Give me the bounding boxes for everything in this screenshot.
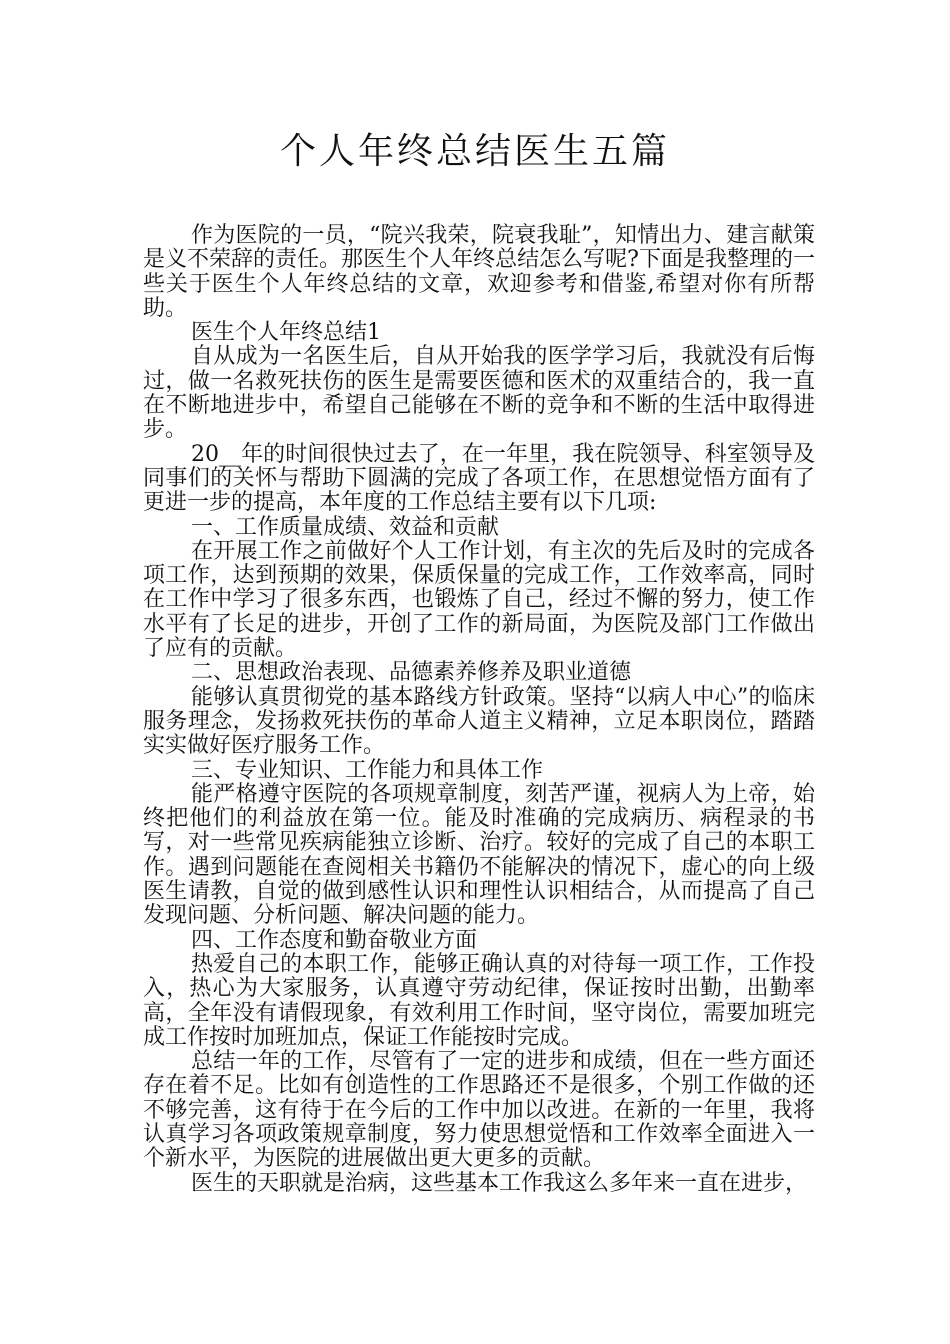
subheading-work-attitude: 四、工作态度和勤奋敬业方面 <box>191 927 478 953</box>
body-paragraph: 在开展工作之前做好个人工作计划，有主次的先后及时的完成各项工作，达到预期的效果，保质保量的完成工作，工作效率高，同时在工作中学习了很多东西，也锻炼了自己，经过不懈的努力，使工作水平有了长足的进步，开创了工作的新局面，为医院及部门工作做出了应有的贡献。 <box>143 538 815 662</box>
body-paragraph: 总结一年的工作，尽管有了一定的进步和成绩，但在一些方面还存在着不足。比如有创造性的工作思路还不是很多，个别工作做的还不够完善，这有待于在今后的工作中加以改进。在新的一年里，我将认真学习各项政策规章制度，努力使思想觉悟和工作效率全面进入一个新水平，为医院的进展做出更大更多的贡献。 <box>143 1049 815 1172</box>
document-body <box>143 224 815 1196</box>
intro-paragraph: 作为医院的一员，“院兴我荣，院衰我耻”，知情出力、建言献策是义不荣辞的责任。那医生个人年终总结怎么写呢?下面是我整理的一些关于医生个人年终总结的文章，欢迎参考和借鉴,希望对你有所帮助。 <box>143 223 815 321</box>
subheading-political-ethics: 二、思想政治表现、品德素养修养及职业道德 <box>191 660 632 686</box>
body-paragraph: 能严格遵守医院的各项规章制度，刻苦严谨，视病人为上帝，始终把他们的利益放在第一位。能及时准确的完成病历、病程录的书写，对一些常见疾病能独立诊断、治疗。较好的完成了自己的本职工作。遇到问题能在查阅相关书籍仍不能解决的情况下，虚心的向上级医生请教，自觉的做到感性认识和理性认识相结合，从而提高了自己发现问题、分析问题、解决问题的能力。 <box>143 781 815 929</box>
subheading-professional-knowledge: 三、专业知识、工作能力和具体工作 <box>191 757 544 783</box>
body-paragraph: 能够认真贯彻党的基本路线方针政策。坚持“以病人中心”的临床服务理念，发扬救死扶伤的革命人道主义精神，立足本职岗位，踏踏实实做好医疗服务工作。 <box>143 684 815 759</box>
body-paragraph: 医生的天职就是治病，这些基本工作我这么多年来一直在进步， <box>191 1170 808 1196</box>
document-title: 个人年终总结医生五篇 <box>279 131 670 172</box>
body-paragraph: 自从成为一名医生后，自从开始我的医学学习后，我就没有后悔过，做一名救死扶伤的医生是需要医德和医术的双重结合的，我一直在不断地进步中，希望自己能够在不断的竞争和不断的生活中取得进步。 <box>143 344 815 443</box>
subheading-work-quality: 一、工作质量成绩、效益和贡献 <box>191 514 500 540</box>
body-paragraph: 20__年的时间很快过去了，在一年里，我在院领导、科室领导及同事们的关怀与帮助下圆满的完成了各项工作，在思想觉悟方面有了更进一步的提高，本年度的工作总结主要有以下几项: <box>143 441 815 516</box>
body-paragraph: 热爱自己的本职工作，能够正确认真的对待每一项工作，工作投入，热心为大家服务，认真遵守劳动纪律，保证按时出勤，出勤率高，全年没有请假现象，有效利用工作时间，坚守岗位，需要加班完成工作按时加班加点，保证工作能按时完成。 <box>143 951 815 1050</box>
section-heading-summary-1: 医生个人年终总结1 <box>191 320 381 346</box>
